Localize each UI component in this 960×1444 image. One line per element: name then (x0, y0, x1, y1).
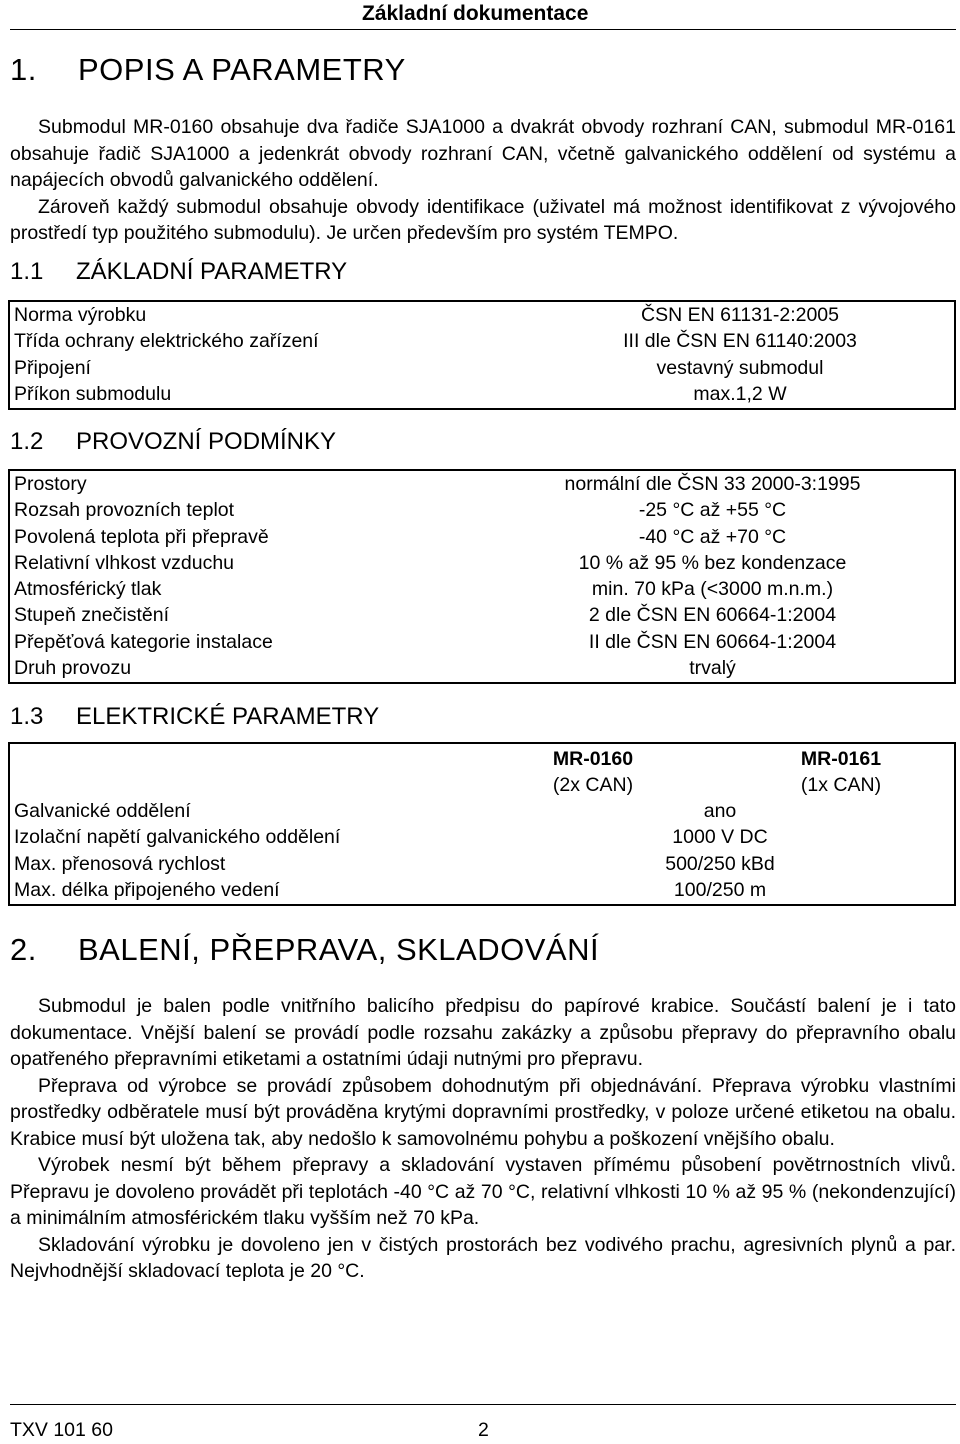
table-row (10, 471, 954, 497)
row-value: 500/250 kBd (665, 852, 775, 875)
row-label: Přepěťová kategorie instalace (14, 630, 273, 653)
subsection-title: PROVOZNÍ PODMÍNKY (76, 428, 337, 455)
row-value: ano (703, 800, 737, 822)
subsection-number: 1.3 (10, 703, 44, 730)
table-row (10, 381, 954, 407)
row-label: Relativní vlhkost vzduchu (14, 551, 235, 574)
section-number: 2. (10, 932, 37, 967)
subsection-title: ELEKTRICKÉ PARAMETRY (76, 703, 380, 730)
row-value: 1000 V DC (672, 826, 768, 849)
document-code: TXV 101 60 (10, 1419, 113, 1441)
subsection-heading-basic (10, 258, 347, 286)
table-row (10, 824, 954, 850)
row-value: vestavný submodul (656, 356, 824, 379)
row-label: Galvanické oddělení (14, 800, 191, 822)
row-value: trvalý (689, 657, 736, 680)
page-footer (10, 1404, 956, 1441)
paragraph: Přeprava od výrobce se provádí způsobem dohodnutým při objednávání. Přeprava výrobku vlastními prostředky odběratele musí být prováděna krytými dopravními prostředky, v poloze určené etiketou na obalu. Krabice musí být uložena tak, aby nedošlo k samovolnému pohybu a poškození vnějšího obalu. (10, 1074, 956, 1150)
column-header-mr0160 (510, 746, 676, 798)
row-label: Příkon submodulu (14, 382, 172, 405)
row-value: max.1,2 W (693, 382, 787, 405)
paragraph: Zároveň každý submodul obsahuje obvody identifikace (uživatel má možnost identifikovat z vývojového prostředí typ použitého submodulu). Je určen především pro systém TEMPO. (10, 195, 956, 244)
page-number: 2 (478, 1419, 489, 1441)
row-value: II dle ČSN EN 60664-1:2004 (588, 630, 837, 653)
row-label: Třída ochrany elektrického zařízení (14, 330, 319, 353)
paragraph: Skladování výrobku je dovoleno jen v čistých prostorách bez vodivého prachu, agresivních plynů a par. Nejvhodnější skladovací teplota je 20 °C. (10, 1233, 956, 1282)
table-row (10, 497, 954, 523)
row-value: 2 dle ČSN EN 60664-1:2004 (588, 604, 837, 627)
table-row (10, 655, 954, 681)
row-value: normální dle ČSN 33 2000-3:1995 (564, 473, 861, 495)
section-2-heading (10, 932, 599, 968)
subsection-number: 1.1 (10, 258, 44, 285)
paragraph: Submodul MR-0160 obsahuje dva řadiče SJA1000 a dvakrát obvody rozhraní CAN, submodul MR-0161 obsahuje řadič SJA1000 a jedenkrát obvody rozhraní CAN, včetně galvanického oddělení od systému a napájecích obvodů galvanického oddělení. (10, 116, 956, 191)
column-channels: (1x CAN) (800, 774, 882, 796)
section-1-text (10, 114, 956, 247)
table-row (10, 524, 954, 550)
row-value: ČSN EN 61131-2:2005 (640, 304, 839, 326)
row-label: Izolační napětí galvanického oddělení (14, 826, 341, 849)
table-row (10, 798, 954, 824)
row-value: -25 °C až +55 °C (638, 499, 787, 522)
table-row (10, 302, 954, 328)
row-label: Max. délka připojeného vedení (14, 878, 280, 901)
row-label: Prostory (14, 473, 87, 495)
paragraph: Submodul je balen podle vnitřního balicího předpisu do papírové krabice. Součástí balení je i tato dokumentace. Vnější balení se provádí podle rozsahu zakázky a způsobu přepravy do přepravního obalu opatřeného přepravními etiketami a ostatními údaji nutnými pro přepravu. (10, 995, 956, 1070)
section-title: BALENÍ, PŘEPRAVA, SKLADOVÁNÍ (78, 932, 600, 967)
section-number: 1. (10, 52, 37, 87)
row-value: 10 % až 95 % bez kondenzace (578, 551, 847, 574)
table-row (10, 355, 954, 381)
subsection-heading-electrical (10, 703, 379, 731)
row-label: Atmosférický tlak (14, 578, 162, 601)
column-model: MR-0160 (552, 748, 634, 770)
operating-conditions-table (8, 469, 956, 684)
table-row (10, 877, 954, 903)
document-type: Základní dokumentace (362, 2, 589, 25)
row-label: Povolená teplota při přepravě (14, 525, 269, 548)
row-value: min. 70 kPa (<3000 m.n.m.) (591, 578, 834, 601)
row-value: 100/250 m (673, 878, 767, 901)
electrical-params-table (8, 742, 956, 906)
basic-params-table (8, 300, 956, 410)
subsection-heading-operating (10, 428, 336, 456)
table-header-row (10, 744, 954, 798)
row-value: -40 °C až +70 °C (638, 525, 787, 548)
table-row (10, 550, 954, 576)
row-label: Stupeň znečistění (14, 604, 170, 627)
table-row (10, 576, 954, 602)
row-label: Norma výrobku (14, 304, 147, 326)
subsection-title: ZÁKLADNÍ PARAMETRY (76, 258, 348, 285)
column-header-mr0161 (758, 746, 924, 798)
row-label: Druh provozu (14, 657, 132, 680)
row-value: III dle ČSN EN 61140:2003 (623, 330, 857, 353)
table-row (10, 328, 954, 354)
section-2-text (10, 993, 956, 1285)
column-channels: (2x CAN) (552, 774, 634, 796)
row-label: Max. přenosová rychlost (14, 852, 226, 875)
table-row (10, 851, 954, 877)
table-row (10, 602, 954, 628)
column-model: MR-0161 (800, 748, 882, 770)
paragraph: Výrobek nesmí být během přepravy a skladování vystaven přímému působení povětrnostních vlivů. Přepravu je dovoleno provádět při teplotách -40 °C až 70 °C, relativní vlhkosti 10 % až 95 % (nekondenzující) a minimálním atmosférickém tlaku vyšším než 70 kPa. (10, 1154, 956, 1229)
subsection-number: 1.2 (10, 428, 44, 455)
section-1-heading (10, 52, 406, 88)
section-title: POPIS A PARAMETRY (78, 52, 406, 87)
document-header-line (10, 29, 956, 30)
row-label: Připojení (14, 356, 91, 379)
row-label: Rozsah provozních teplot (14, 499, 235, 522)
table-row (10, 629, 954, 655)
